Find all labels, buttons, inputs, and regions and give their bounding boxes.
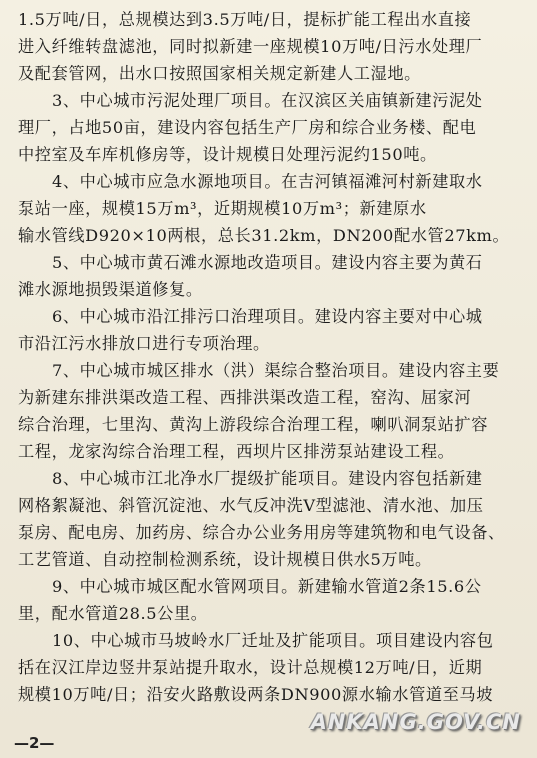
- paragraph-start-line: 6、中心城市沿江排污口治理项目。建设内容主要对中心城: [52, 307, 483, 326]
- paragraph-start-line: 4、中心城市应急水源地项目。在吉河镇福滩河村新建取水: [52, 172, 483, 191]
- text-line: 中控室及车库机修房等，设计规模日处理污泥约150吨。: [18, 145, 437, 164]
- paragraph-start-line: 7、中心城市城区排水（洪）渠综合整治项目。建设内容主要: [52, 361, 500, 380]
- site-watermark: ANKANG.GOV.CN: [310, 710, 521, 734]
- text-line: 及配套管网，出水口按照国家相关规定新建人工湿地。: [18, 64, 421, 83]
- paragraph-start-line: 3、中心城市污泥处理厂项目。在汉滨区关庙镇新建污泥处: [52, 91, 483, 110]
- text-line: 综合治理，七里沟、黄沟上游段综合治理工程，喇叭洞泵站扩容: [18, 415, 489, 434]
- text-line: 里，配水管道28.5公里。: [18, 604, 208, 623]
- text-line: 规模10万吨/日；沿安火路敷设两条DN900源水输水管道至马坡: [18, 685, 494, 704]
- paragraph-start-line: 9、中心城市城区配水管网项目。新建输水管道2条15.6公: [52, 577, 482, 596]
- text-line: 1.5万吨/日，总规模达到3.5万吨/日，提标扩能工程出水直接: [18, 10, 472, 29]
- page-number: —2—: [14, 734, 55, 752]
- text-line: 进入纤维转盘滤池，同时拟新建一座规模10万吨/日污水处理厂: [18, 37, 483, 56]
- text-line: 工艺管道、自动控制检测系统，设计规模日供水5万吨。: [18, 550, 432, 569]
- text-line: 理厂，占地50亩，建设内容包括生产厂房和综合业务楼、配电: [18, 118, 477, 137]
- text-line: 为新建东排洪渠改造工程、西排洪渠改造工程，窑沟、屈家河: [18, 388, 472, 407]
- text-line: 泵站一座，规模15万m³，近期规模10万m³；新建原水: [18, 199, 427, 218]
- text-line: 工程，龙家沟综合治理工程，西坝片区排涝泵站建设工程。: [18, 442, 455, 461]
- paragraph-start-line: 8、中心城市江北净水厂提级扩能项目。建设内容包括新建: [52, 469, 483, 488]
- text-line: 括在汉江岸边竖井泵站提升取水，设计总规模12万吨/日，近期: [18, 658, 483, 677]
- text-line: 输水管线D920×10两根，总长31.2km，DN200配水管27km。: [18, 226, 510, 245]
- paragraph-start-line: 10、中心城市马坡岭水厂迁址及扩能项目。项目建设内容包: [52, 631, 494, 650]
- text-line: 网格絮凝池、斜管沉淀池、水气反冲洗V型滤池、清水池、加压: [18, 496, 484, 515]
- text-line: 泵房、配电房、加药房、综合办公业务用房等建筑物和电气设备、: [18, 523, 505, 542]
- paragraph-start-line: 5、中心城市黄石滩水源地改造项目。建设内容主要为黄石: [52, 253, 483, 272]
- text-line: 滩水源地损毁渠道修复。: [18, 280, 203, 299]
- text-line: 市沿江污水排放口进行专项治理。: [18, 334, 270, 353]
